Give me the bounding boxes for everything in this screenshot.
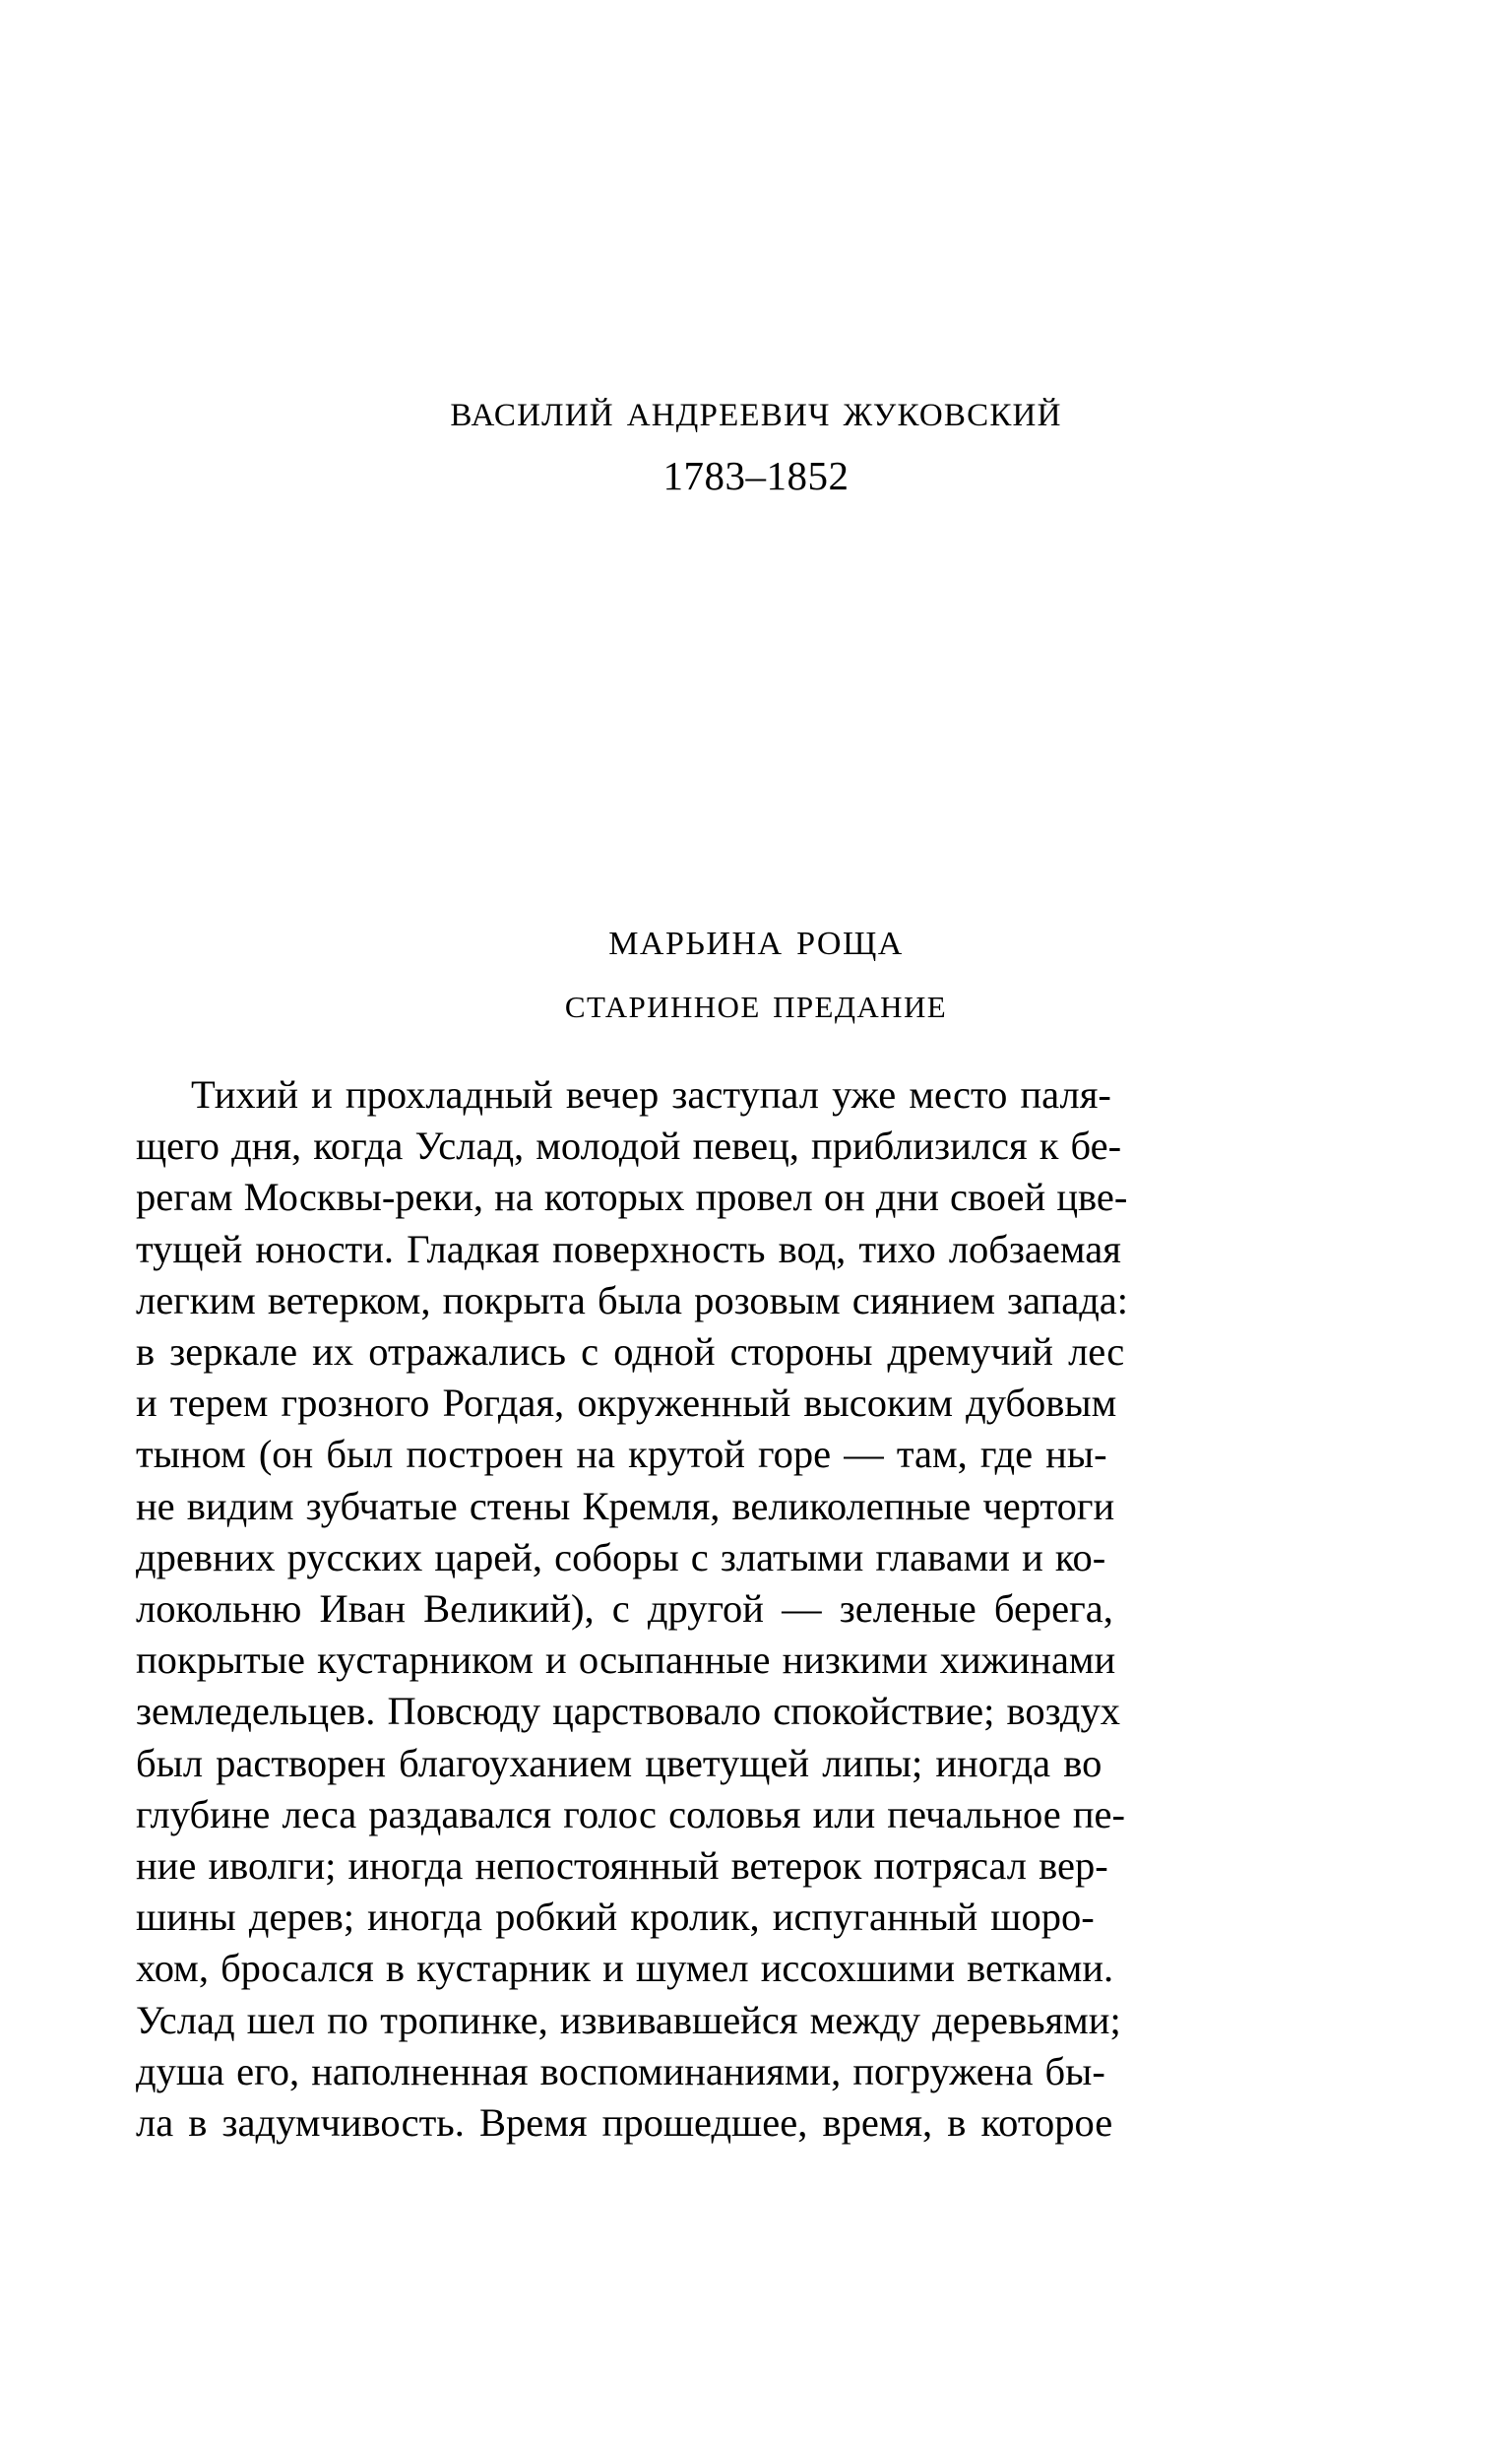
body-line: щего дня, когда Услад, молодой певец, приблизился к бе- [136,1124,1122,1169]
body-line: покрытые кустарником и осыпанные низкими хижинами [136,1638,1116,1683]
body-line: в зеркале их отражались с одной стороны дремучий лес [136,1329,1125,1375]
body-line: легким ветерком, покрыта была розовым сиянием запада: [136,1277,1129,1322]
body-text-block [136,1069,1292,2149]
body-line: душа его, наполненная воспоминаниями, погружена бы- [136,2048,1105,2093]
body-line: земледельцев. Повсюду царствовало спокойствие; воздух [136,1689,1120,1734]
author-name: василий андреевич жуковский [450,385,1062,436]
body-line: хом, бросался в кустарник и шумел иссохшими ветками. [136,1946,1114,1991]
author-heading-block [0,386,1512,498]
work-title-block [0,914,1512,1027]
body-line: древних русских царей, соборы с златыми главами и ко- [136,1534,1106,1579]
body-line: тущей юности. Гладкая поверхность вод, тихо лобзаемая [136,1226,1121,1271]
work-title: марьина роща [608,913,904,965]
body-line: глубине леса раздавался голос соловья или печальное пе- [136,1791,1125,1836]
body-line: Тихий и прохладный вечер заступал уже место паля- [191,1072,1111,1117]
body-line: ние иволги; иногда непостоянный ветерок потрясал вер- [136,1843,1108,1889]
body-line: локольню Иван Великий), с другой — зеленые берега, [136,1586,1113,1632]
body-line: был растворен благоуханием цветущей липы; иногда во [136,1740,1102,1785]
body-line: шины дерев; иногда робкий кролик, испуганный шоро- [136,1895,1095,1940]
author-life-dates: 1783–1852 [662,452,850,498]
body-line: и терем грозного Рогдая, окруженный высоким дубовым [136,1381,1117,1426]
body-line: не видим зубчатые стены Кремля, великолепные чертоги [136,1483,1115,1528]
body-line: ла в задумчивость. Время прошедшее, время, в которое [136,2100,1113,2146]
body-line: тыном (он был построен на крутой горе — там, где ны- [136,1432,1107,1477]
work-subtitle: старинное предание [564,978,948,1027]
body-line: регам Москвы-реки, на которых провел он дни своей цве- [136,1175,1128,1220]
body-line: Услад шел по тропинке, извивавшейся между деревьями; [136,1997,1121,2042]
